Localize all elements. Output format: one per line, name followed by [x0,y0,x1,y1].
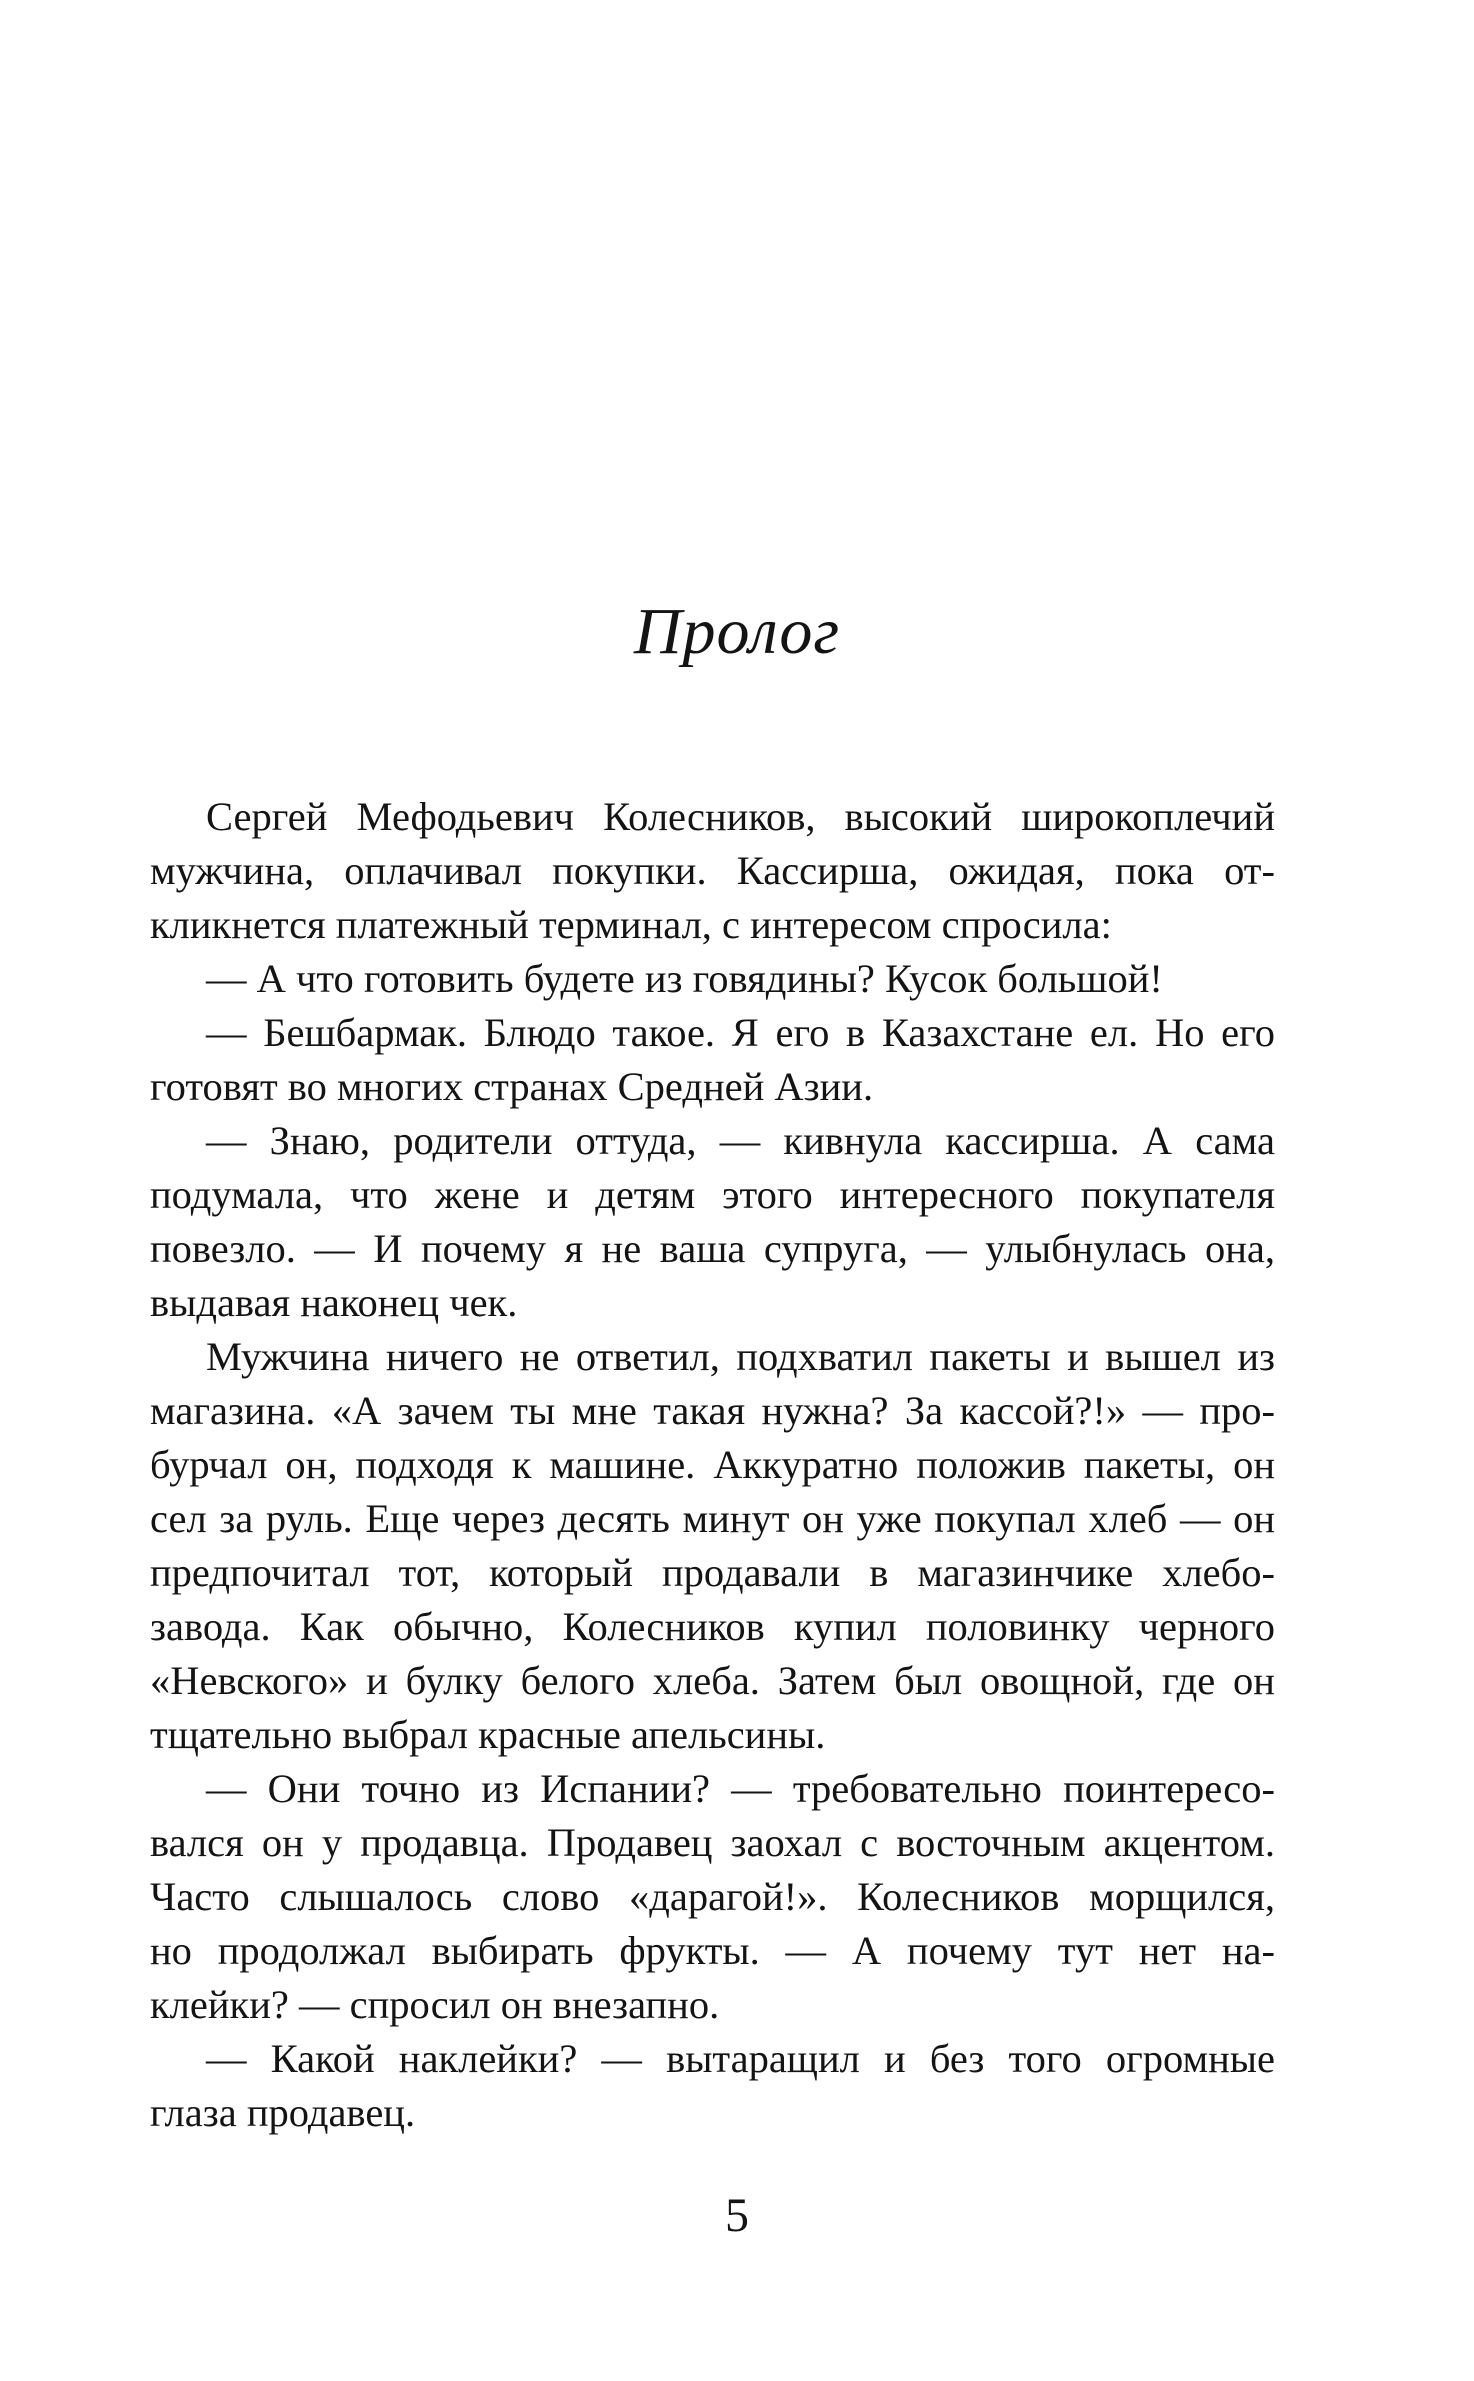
text-line: «Невского» и булку белого хлеба. Затем был овощной, где он [150,1658,1275,1703]
text-line: — А что готовить будете из говядины? Кусок большой! [206,956,1163,1001]
text-line: завода. Как обычно, Колесников купил половинку черного [150,1604,1275,1649]
text-line: — Знаю, родители оттуда, — кивнула кассирша. А сама [206,1118,1275,1163]
text-line: готовят во многих странах Средней Азии. [150,1064,874,1109]
body-text [150,790,1275,2140]
page-number: 5 [725,2189,749,2242]
text-line: Сергей Мефодьевич Колесников, высокий широкоплечий [206,794,1275,839]
text-line: глаза продавец. [150,2090,416,2135]
text-line: клейки? — спросил он внезапно. [150,1982,720,2027]
chapter-title: Пролог [633,595,841,668]
text-line: подумала, что жене и детям этого интересного покупателя [150,1172,1275,1217]
text-line: повезло. — И почему я не ваша супруга, — улыбнулась она, [150,1226,1275,1271]
text-line: бурчал он, подходя к машине. Аккуратно положив пакеты, он [150,1442,1275,1487]
text-line: магазина. «А зачем ты мне такая нужна? За кассой?!» — про- [150,1388,1275,1433]
text-line: — Они точно из Испании? — требовательно поинтересо- [206,1766,1275,1811]
text-line: выдавая наконец чек. [150,1280,518,1325]
text-line: — Бешбармак. Блюдо такое. Я его в Казахстане ел. Но его [206,1010,1275,1055]
text-line: кликнется платежный терминал, с интересом спросила: [150,902,1112,947]
text-line: тщательно выбрал красные апельсины. [150,1712,826,1757]
text-line: но продолжал выбирать фрукты. — А почему тут нет на- [150,1928,1275,1973]
text-line: Мужчина ничего не ответил, подхватил пакеты и вышел из [206,1334,1275,1379]
text-line: мужчина, оплачивал покупки. Кассирша, ожидая, пока от- [150,848,1275,893]
text-line: предпочитал тот, который продавали в магазинчике хлебо- [150,1550,1275,1595]
text-line: сел за руль. Еще через десять минут он уже покупал хлеб — он [150,1496,1275,1541]
text-line: Часто слышалось слово «дарагой!». Колесников морщился, [150,1874,1275,1919]
text-line: вался он у продавца. Продавец заохал с восточным акцентом. [150,1820,1275,1865]
text-line: — Какой наклейки? — вытаращил и без того огромные [206,2036,1275,2081]
